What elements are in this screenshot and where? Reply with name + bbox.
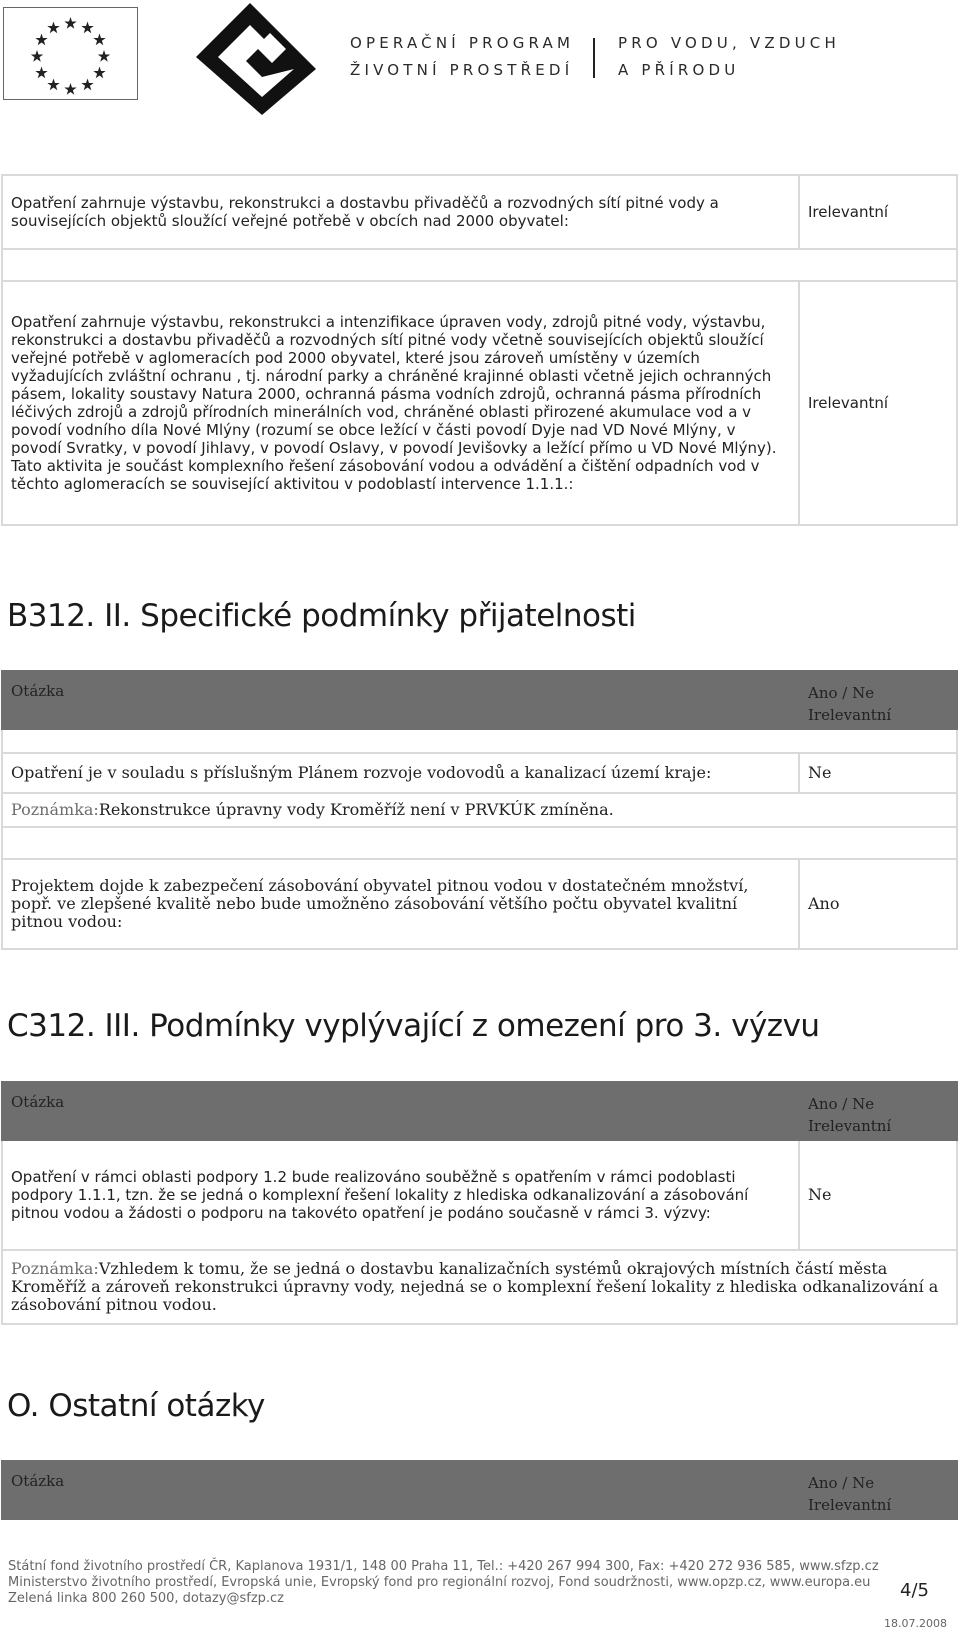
column-header-question: Otázka — [2, 1082, 799, 1140]
note-row — [2, 1250, 957, 1324]
criterion-value: Ano — [799, 859, 957, 949]
note-label: Poznámka: — [11, 1259, 99, 1278]
criterion-value: Irelevantní — [799, 175, 957, 249]
table-spacer-row — [2, 827, 957, 859]
footer-contacts — [8, 1559, 888, 1607]
column-header-answer-line2: Irelevantní — [808, 1496, 892, 1514]
column-header-answer-line1: Ano / Ne — [808, 1474, 875, 1492]
criteria-table-c312 — [1, 1081, 958, 1325]
note-cell — [2, 793, 957, 827]
criterion-text: Opatření zahrnuje výstavbu, rekonstrukci a intenzifikace úpraven vody, zdrojů pitné vody, výstavbu, rekonstrukci a dostavbu přivaděčů a rozvodných sítí pitné vody včetně souvisejících objektů sloužící veřejné potřebě v aglomeracích pod 2000 obyvatel, které jsou zároveň umístěny v územích vyžadujících zvláštní ochranu , tj. národní parky a chráněné krajinné oblasti včetně jejich ochranných pásem, lokality soustavy Natura 2000, ochranná pásma vodních zdrojů, ochranná pásma přírodních léčivých zdrojů a zdrojů přírodních minerálních vod, chráněné oblasti přirozené akumulace vod a v povodí vodního díla Nové Mlýny (rozumí se obce ležící v části povodí Dyje nad VD Nové Mlýny, v povodí Svratky, v povodí Jihlavy, v povodí Oslavy, v povodí Jevišovky a ležící přímo u VD Nové Mlýny). Tato aktivita je součást komplexního řešení zásobování vodou a odvádění a čištění odpadních vod v těchto aglomeracích se související aktivitou v podoblastí intervence 1.1.1.: — [2, 281, 799, 525]
criterion-text: Opatření v rámci oblasti podpory 1.2 bude realizováno souběžně s opatřením v rámci podoblasti podpory 1.1.1, tzn. že se jedná o komplexní řešení lokality z hlediska odkanalizování a zásobování pitnou vodou a žádosti o podporu na takovéto opatření je podáno současně v rámci 3. výzvy: — [2, 1140, 799, 1250]
note-row — [2, 793, 957, 827]
column-header-answer — [799, 1461, 957, 1519]
document-date: 18.07.2008 — [884, 1617, 947, 1630]
criteria-table-b312 — [1, 670, 958, 950]
column-header-answer-line1: Ano / Ne — [808, 684, 875, 702]
column-header-answer-line2: Irelevantní — [808, 706, 892, 724]
table-header-row — [2, 1082, 957, 1140]
note-cell — [2, 1250, 957, 1324]
op-zp-logo-icon — [196, 3, 316, 115]
table-row — [2, 753, 957, 793]
footer-line-hotline: Zelená linka 800 260 500, dotazy@sfzp.cz — [8, 1591, 284, 1606]
column-header-answer-line2: Irelevantní — [808, 1117, 892, 1135]
table-header-row — [2, 671, 957, 729]
criterion-value: Ne — [799, 753, 957, 793]
criterion-text: Projektem dojde k zabezpečení zásobování obyvatel pitnou vodou v dostatečném množství, popř. ve zlepšené kvalitě nebo bude umožněno zásobování většího počtu obyvatel kvalitní pitnou vodou: — [2, 859, 799, 949]
table-spacer-row — [2, 249, 957, 281]
column-header-question: Otázka — [2, 671, 799, 729]
criteria-table-other — [1, 1460, 958, 1520]
section-title-b312: B312. II. Specifické podmínky přijatelnosti — [7, 598, 636, 634]
criterion-text: Opatření je v souladu s příslušným Plánem rozvoje vodovodů a kanalizací území kraje: — [2, 753, 799, 793]
column-header-question: Otázka — [2, 1461, 799, 1519]
table-header-row — [2, 1461, 957, 1519]
header-divider — [593, 38, 595, 78]
column-header-answer — [799, 1082, 957, 1140]
eu-flag-icon — [3, 7, 138, 100]
column-header-answer — [799, 671, 957, 729]
note-text: Rekonstrukce úpravny vody Kroměříž není v PRVKÚK zmíněna. — [98, 800, 614, 819]
page-number: 4/5 — [900, 1580, 929, 1601]
program-motto-line2: A PŘÍRODU — [618, 61, 740, 79]
note-label: Poznámka: — [11, 800, 99, 819]
table-row — [2, 1140, 957, 1250]
program-name-line1: OPERAČNÍ PROGRAM — [350, 34, 575, 52]
section-title-c312: C312. III. Podmínky vyplývající z omezení pro 3. výzvu — [7, 1008, 820, 1044]
column-header-answer-line1: Ano / Ne — [808, 1095, 875, 1113]
note-text: Vzhledem k tomu, že se jedná o dostavbu kanalizačních systémů okrajových místních částí města Kroměříž a zároveň rekonstrukci úpravny vody, nejedná se o komplexní řešení lokality z hlediska odkanalizování a zásobování pitnou vodou. — [11, 1259, 939, 1314]
program-motto-line1: PRO VODU, VZDUCH — [618, 34, 840, 52]
section-title-other: O. Ostatní otázky — [7, 1388, 265, 1424]
criterion-value: Irelevantní — [799, 281, 957, 525]
footer-line-ministry: Ministerstvo životního prostředí, Evropská unie, Evropský fond pro regionální rozvoj, Fond soudržnosti, www.opzp.cz, www.europa.eu — [8, 1575, 871, 1590]
footer-line-fund: Státní fond životního prostředí ČR, Kaplanova 1931/1, 148 00 Praha 11, Tel.: +420 267 994 300, Fax: +420 272 936 585, www.sfzp.cz — [8, 1559, 879, 1574]
criteria-table-top — [1, 174, 958, 526]
program-name-line2: ŽIVOTNÍ PROSTŘEDÍ — [350, 61, 574, 79]
criterion-text: Opatření zahrnuje výstavbu, rekonstrukci a dostavbu přivaděčů a rozvodných sítí pitné vody a souvisejících objektů sloužící veřejné potřebě v obcích nad 2000 obyvatel: — [2, 175, 799, 249]
table-row — [2, 175, 957, 249]
table-row — [2, 281, 957, 525]
table-spacer-row — [2, 729, 957, 753]
table-row — [2, 859, 957, 949]
criterion-value: Ne — [799, 1140, 957, 1250]
